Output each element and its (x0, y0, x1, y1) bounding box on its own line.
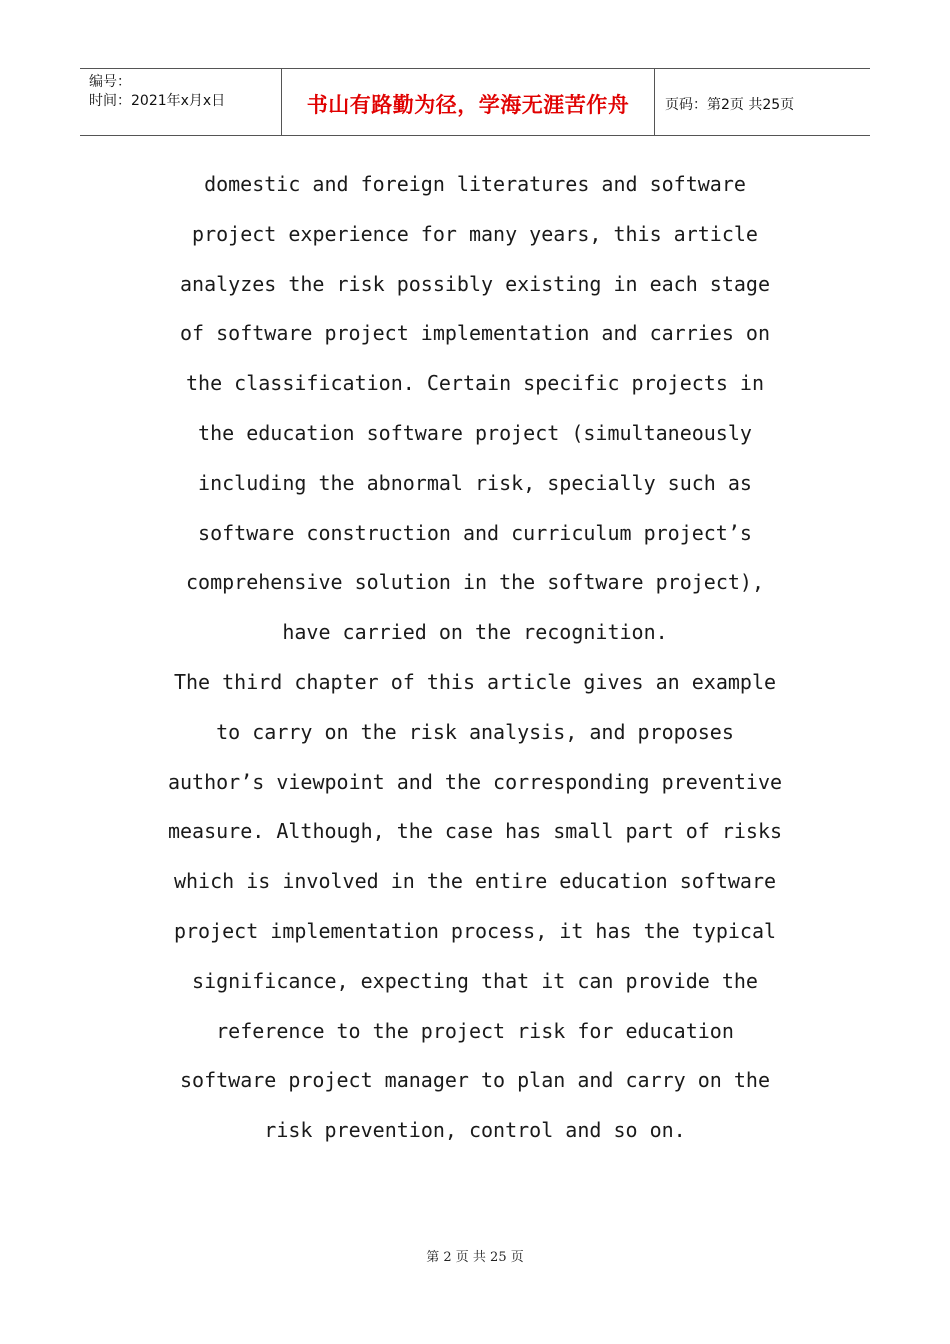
document-body (140, 160, 810, 1156)
body-line: comprehensive solution in the software project), (186, 570, 764, 595)
document-number-label: 编号： (89, 74, 131, 90)
body-line: author’s viewpoint and the corresponding preventive (167, 769, 783, 794)
header-motto: 书山有路勤为径，学海无涯苦作舟 (282, 69, 655, 135)
body-line: project implementation process, it has the typical (173, 918, 777, 943)
body-line: the classification. Certain specific projects in (186, 371, 764, 396)
body-line: significance, expecting that it can provide the (192, 968, 758, 993)
body-line: domestic and foreign literatures and software (204, 172, 746, 196)
body-line: analyzes the risk possibly existing in each stage (179, 271, 770, 296)
header-page-info: 页码：第2页 共25页 (665, 97, 795, 113)
body-line: project experience for many years, this article (192, 221, 758, 246)
body-line: risk prevention, control and so on. (264, 1118, 686, 1143)
body-line: software construction and curriculum project’s (198, 520, 752, 545)
body-line: reference to the project risk for education (216, 1018, 734, 1043)
header-meta (80, 69, 282, 135)
body-line: to carry on the risk analysis, and proposes (216, 719, 734, 744)
body-line: the education software project (simultaneously (198, 420, 752, 445)
document-time-label: 时间：2021年x月x日 (89, 93, 226, 109)
body-line: which is involved in the entire education software (173, 869, 777, 894)
page-header (80, 68, 870, 136)
page-footer: 第 2 页 共 25 页 (426, 1250, 524, 1265)
body-line: including the abnormal risk, specially such as (198, 470, 752, 495)
body-line: of software project implementation and carries on (179, 321, 770, 346)
body-line: software project manager to plan and carry on the (179, 1068, 770, 1093)
body-line: measure. Although, the case has small part of risks (167, 819, 783, 844)
body-line: The third chapter of this article gives an example (173, 669, 777, 694)
body-line: have carried on the recognition. (282, 620, 668, 645)
